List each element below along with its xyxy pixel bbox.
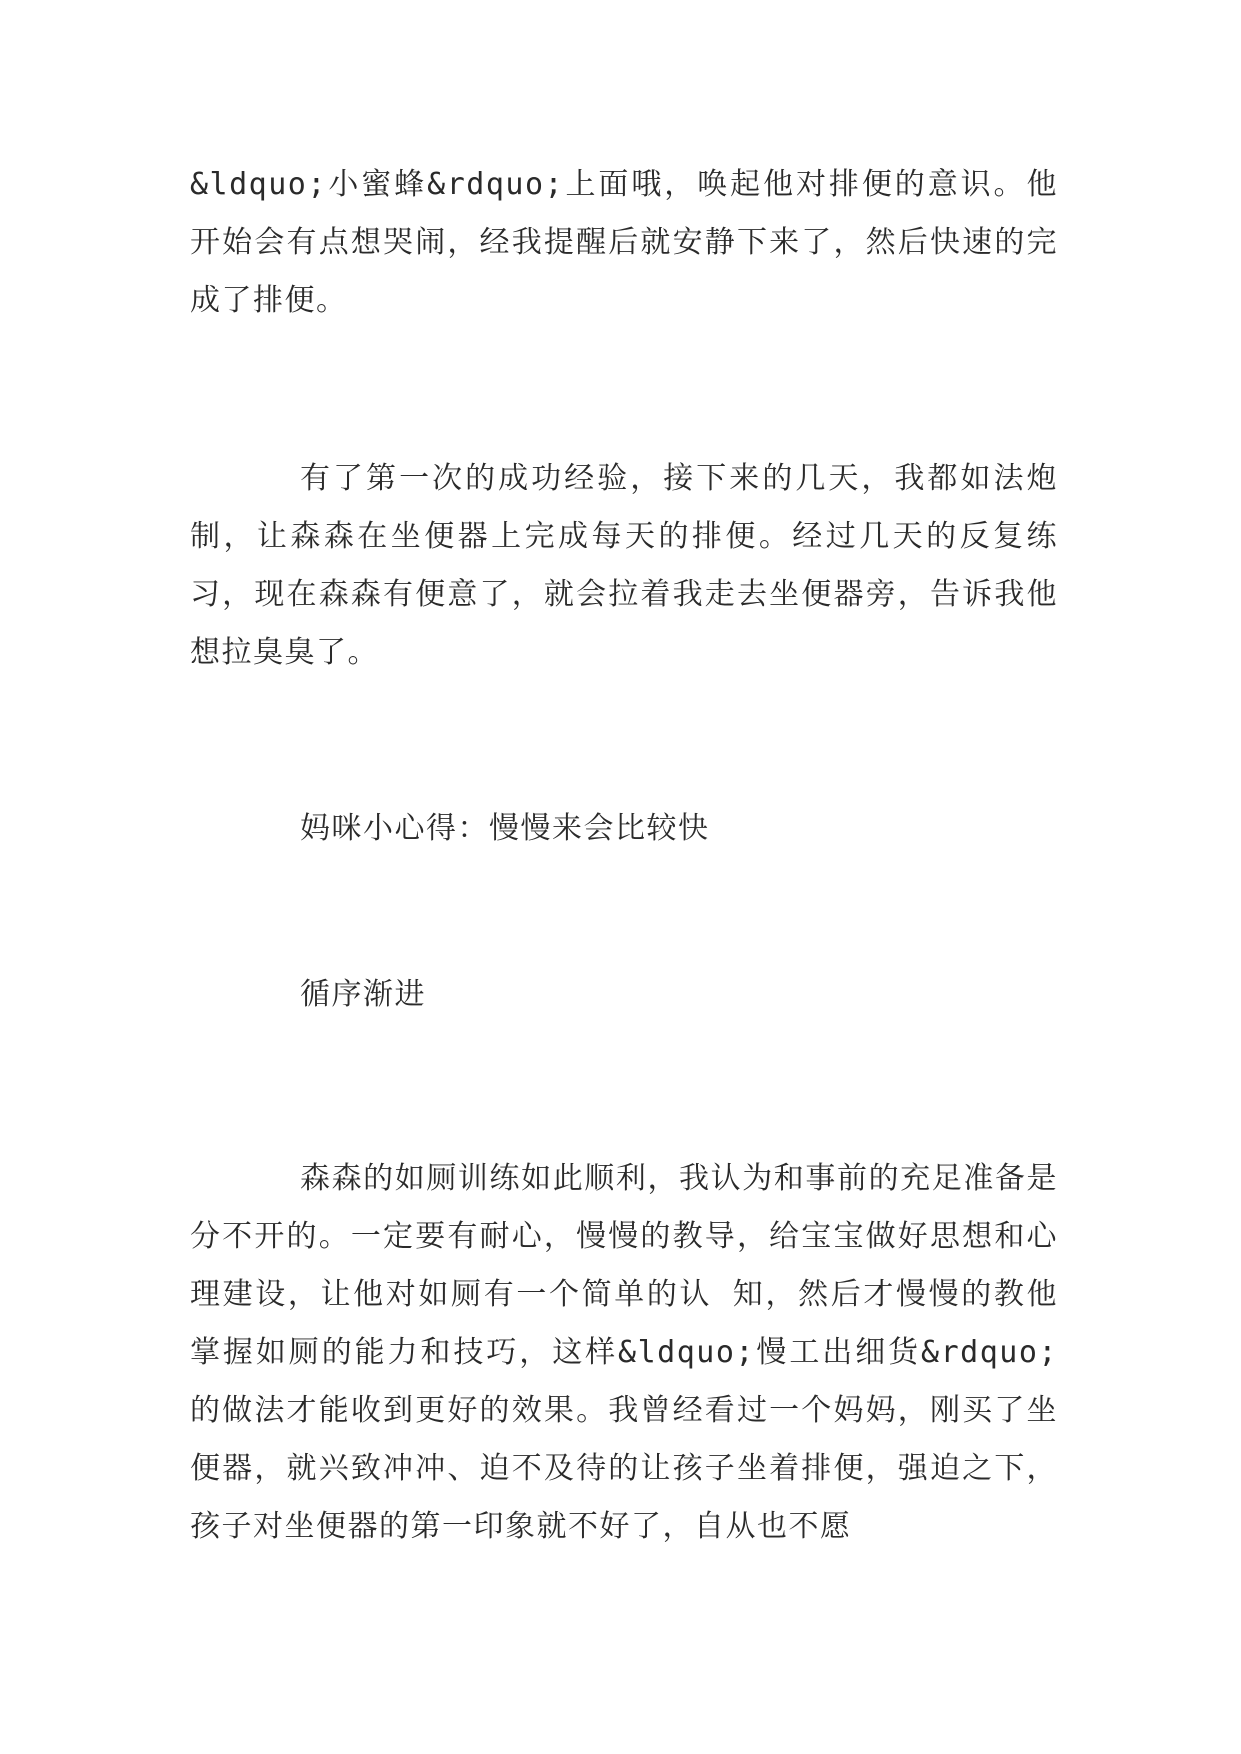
section-heading-gradual: 循序渐进 — [300, 977, 426, 1012]
paragraph-5: 森森的如厕训练如此顺利，我认为和事前的充足准备是分不开的。一定要有耐心，慢慢的教导，给宝宝做好思想和心理建设，让他对如厕有一个简单的认 知，然后才慢慢的教他掌握如厕的能力和技巧，这样&ldquo;慢工出细货&rdquo;的做法才能收到更好的效果。我曾经看过一个妈妈，刚买了坐便器，就兴致冲冲、迫不及待的让孩子坐着排便，强迫之下，孩子对坐便器的第一印象就不好了，自从也不愿 — [190, 1161, 1058, 1544]
paragraph-1: &ldquo;小蜜蜂&rdquo;上面哦，唤起他对排便的意识。他开始会有点想哭闹，经我提醒后就安静下来了，然后快速的完成了排便。 — [190, 167, 1058, 318]
paragraph-2: 有了第一次的成功经验，接下来的几天，我都如法炮制，让森森在坐便器上完成每天的排便。经过几天的反复练习，现在森森有便意了，就会拉着我走去坐便器旁，告诉我他想拉臭臭了。 — [190, 461, 1058, 670]
section-heading-tips: 妈咪小心得：慢慢来会比较快 — [300, 811, 710, 846]
